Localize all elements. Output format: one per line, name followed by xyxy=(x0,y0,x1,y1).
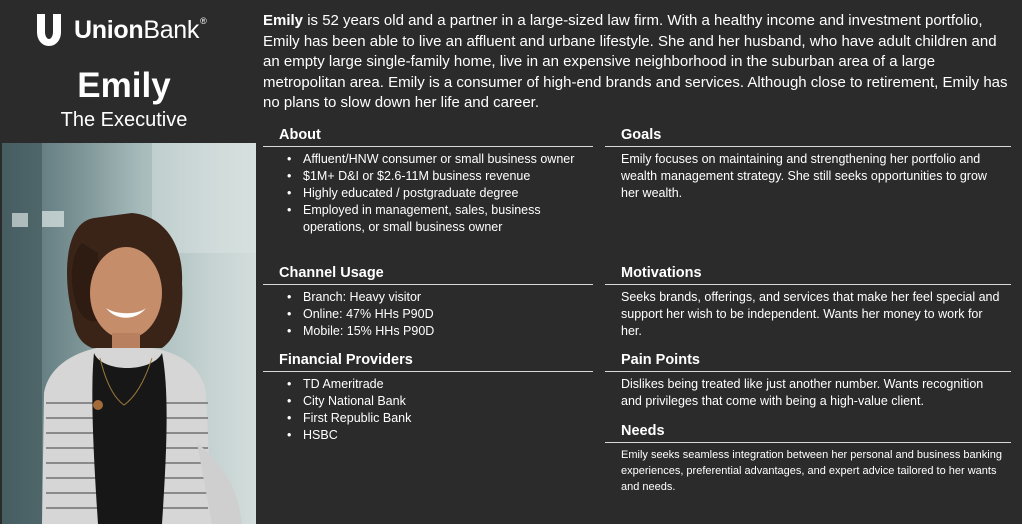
motivations-title: Motivations xyxy=(605,262,1011,285)
persona-role: The Executive xyxy=(60,109,188,131)
pain-points-title: Pain Points xyxy=(605,349,1011,372)
list-item: • Branch: Heavy visitor xyxy=(303,289,593,306)
list-item: • Affluent/HNW consumer or small business owner xyxy=(303,151,593,168)
motivations-text: Seeks brands, offerings, and services that make her feel special and support her wish to be independent. Wants her money to work for her. xyxy=(621,290,1000,338)
pain-points-text: Dislikes being treated like just another number. Wants recognition and privileges that come with being a high-value client. xyxy=(621,377,984,408)
persona-photo xyxy=(2,143,256,524)
financial-providers-section xyxy=(263,349,593,444)
needs-text: Emily seeks seamless integration between her personal and business banking experiences, preferential advantages, and expert advice tailored to her wants and needs. xyxy=(621,449,1002,493)
motivations-section xyxy=(605,262,1011,340)
persona-name: Emily xyxy=(77,66,171,105)
channel-usage-title: Channel Usage xyxy=(263,262,593,285)
goals-title: Goals xyxy=(605,124,1011,147)
needs-section xyxy=(605,420,1011,495)
unionbank-logo xyxy=(36,12,206,48)
unionbank-logo-icon xyxy=(36,14,62,46)
about-section xyxy=(263,124,593,236)
persona-intro: Emily is 52 years old and a partner in a large-sized law firm. With a healthy income and investment portfolio, Emily has been able to live an affluent and urbane lifestyle. She and her husband, who have adult children and an empty large single-family home, live in an expensive neighborhood in the suburban area of a large metropolitan area. Emily is a consumer of high-end brands and services. Although close to retirement, Emily has no plans to slow down her life and career. xyxy=(263,12,1008,111)
about-title: About xyxy=(263,124,593,147)
list-item: • $1M+ D&I or $2.6-11M business revenue xyxy=(303,168,593,185)
list-item: • HSBC xyxy=(303,427,593,444)
needs-title: Needs xyxy=(605,420,1011,443)
list-item: • City National Bank xyxy=(303,393,593,410)
about-list xyxy=(263,151,593,236)
list-item: • TD Ameritrade xyxy=(303,376,593,393)
financial-providers-title: Financial Providers xyxy=(263,349,593,372)
goals-text: Emily focuses on maintaining and strengthening her portfolio and wealth management strategy. She still seeks opportunities to grow her wealth. xyxy=(621,152,987,200)
logo-wordmark: UnionBank® xyxy=(74,15,207,44)
list-item: • First Republic Bank xyxy=(303,410,593,427)
pain-points-section xyxy=(605,349,1011,410)
persona-panel xyxy=(2,0,256,525)
channel-usage-section xyxy=(263,262,593,340)
list-item: • Online: 47% HHs P90D xyxy=(303,306,593,323)
list-item: • Mobile: 15% HHs P90D xyxy=(303,323,593,340)
list-item: • Highly educated / postgraduate degree xyxy=(303,185,593,202)
channel-usage-list xyxy=(263,289,593,340)
list-item: • Employed in management, sales, business operations, or small business owner xyxy=(303,202,593,236)
goals-section xyxy=(605,124,1011,202)
bottom-border xyxy=(0,524,1022,530)
financial-providers-list xyxy=(263,376,593,444)
